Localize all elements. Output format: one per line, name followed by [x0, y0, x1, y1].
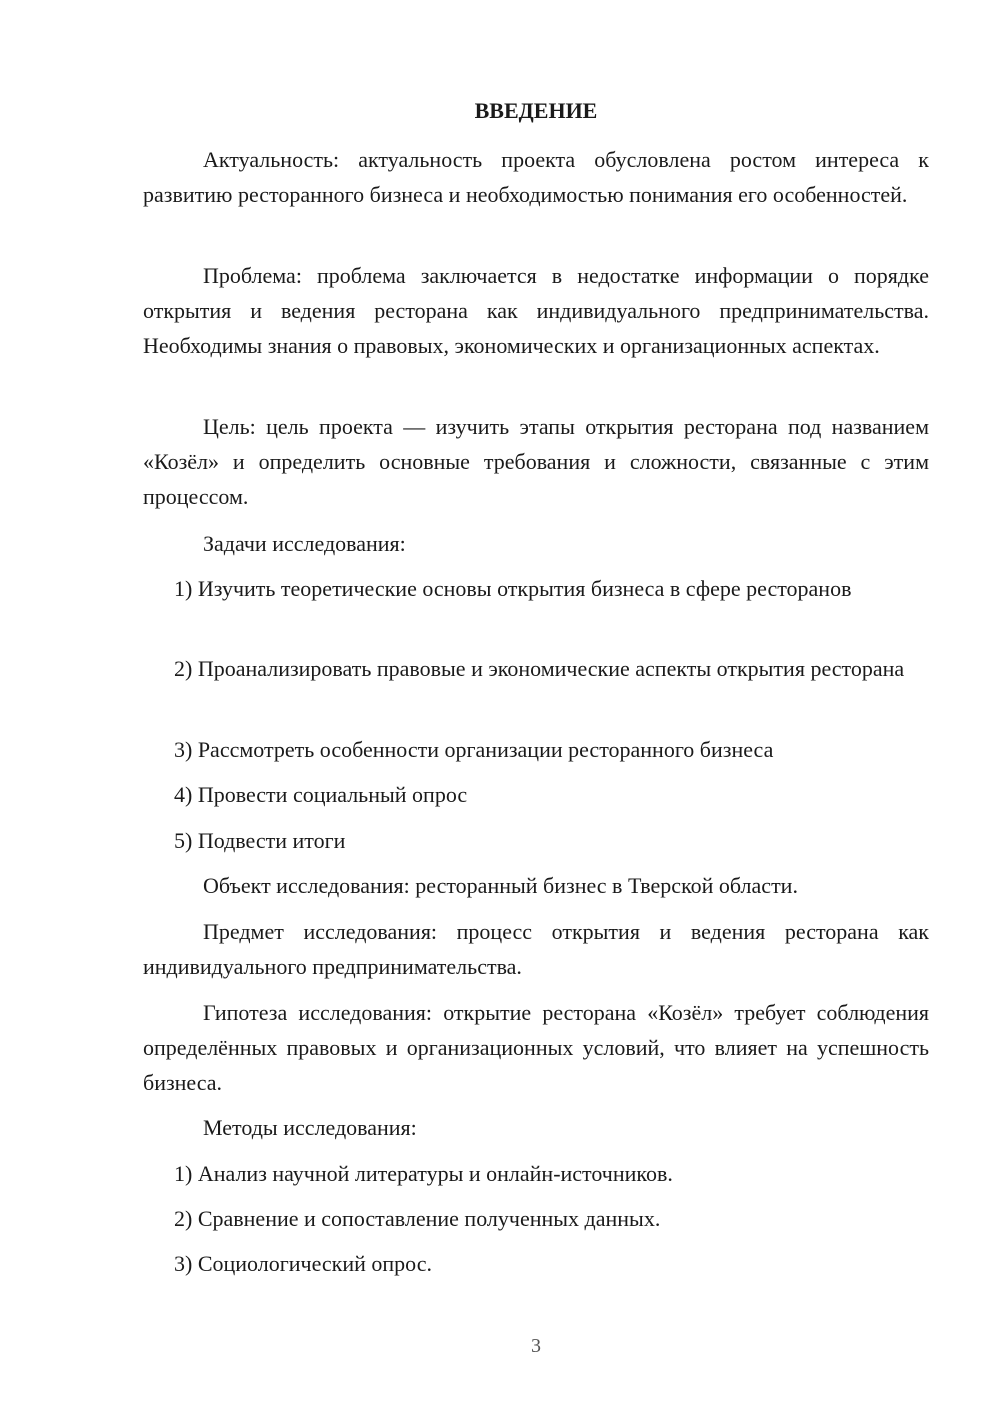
method-item: 2) Сравнение и сопоставление полученных данных. [174, 1206, 661, 1231]
paragraph-subject: Предмет исследования: процесс открытия и ведения ресторана как индивидуального предпринимательства. [143, 919, 929, 979]
page-title: ВВЕДЕНИЕ [474, 98, 598, 123]
paragraph-object: Объект исследования: ресторанный бизнес в Тверской области. [203, 873, 798, 898]
task-item: 3) Рассмотреть особенности организации ресторанного бизнеса [174, 737, 774, 762]
task-item: 1) Изучить теоретические основы открытия бизнеса в сфере ресторанов [174, 576, 852, 601]
paragraph-problem: Проблема: проблема заключается в недостатке информации о порядке открытия и ведения ресторана как индивидуального предпринимательства. Необходимы знания о правовых, экономических и организационных аспектах. [143, 263, 929, 358]
task-item: 4) Провести социальный опрос [174, 782, 468, 807]
paragraph-hypothesis: Гипотеза исследования: открытие ресторана «Козёл» требует соблюдения определённых правовых и организационных условий, что влияет на успешность бизнеса. [143, 1000, 929, 1095]
paragraph-goal: Цель: цель проекта — изучить этапы открытия ресторана под названием «Козёл» и определить основные требования и сложности, связанные с этим процессом. [143, 414, 929, 509]
method-item: 3) Социологический опрос. [174, 1251, 432, 1276]
task-item: 2) Проанализировать правовые и экономические аспекты открытия ресторана [174, 656, 905, 681]
tasks-heading: Задачи исследования: [203, 531, 406, 556]
paragraph-relevance: Актуальность: актуальность проекта обусловлена ростом интереса к развитию ресторанного бизнеса и необходимостью понимания его особенностей. [143, 147, 929, 207]
methods-heading: Методы исследования: [203, 1115, 417, 1140]
page-number: 3 [531, 1335, 541, 1357]
task-item: 5) Подвести итоги [174, 828, 346, 853]
method-item: 1) Анализ научной литературы и онлайн-источников. [174, 1161, 673, 1186]
